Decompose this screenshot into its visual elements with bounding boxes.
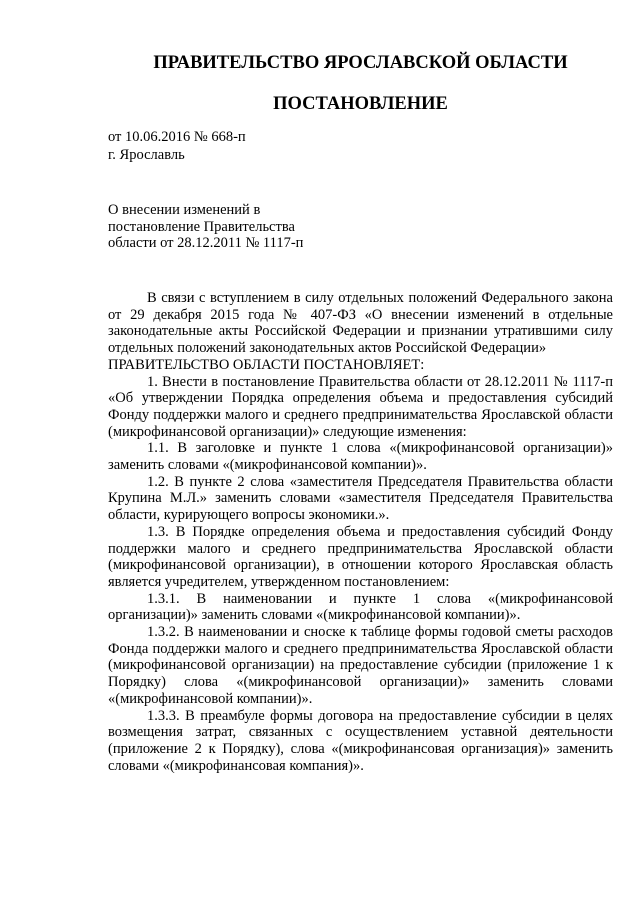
document-body xyxy=(108,290,613,774)
paragraph-1-3: 1.3. В Порядке определения объема и предоставления субсидий Фонду поддержки малого и среднего предпринимательства Ярославской области (микрофинансовой организации), в отношении которого Ярославская область является учредителем, утвержденном постановлением: xyxy=(108,523,613,590)
subject-line: О внесении изменений в xyxy=(108,202,261,218)
paragraph-1-3-2: 1.3.2. В наименовании и сноске к таблице формы годовой сметы расходов Фонда поддержки малого и среднего предпринимательства Ярославской области (микрофинансовой организации) на предоставление субсидии (приложение 1 к Порядку) слова «(микрофинансовой организации)» заменить словами «(микрофинансовой компании)». xyxy=(108,624,613,707)
subject-line: области от 28.12.2011 № 1117-п xyxy=(108,235,304,251)
document-type-title: ПОСТАНОВЛЕНИЕ xyxy=(273,94,448,114)
paragraph-1-3-3: 1.3.3. В преамбуле формы договора на предоставление субсидии в целях возмещения затрат, связанных с осуществлением уставной деятельности (приложение 2 к Порядку), слова «(микрофинансовая организация)» заменить словами «(микрофинансовая компания)». xyxy=(108,707,613,774)
document-org-title: ПРАВИТЕЛЬСТВО ЯРОСЛАВСКОЙ ОБЛАСТИ xyxy=(153,53,568,73)
paragraph-1-2: 1.2. В пункте 2 слова «заместителя Председателя Правительства области Крупина М.Л.» заменить словами «заместителя Председателя Правительства области, курирующего вопросы экономики.». xyxy=(108,473,613,524)
paragraph-1-3-1: 1.3.1. В наименовании и пункте 1 слова «(микрофинансовой организации)» заменить словами «(микрофинансовой компании)». xyxy=(108,590,613,624)
document-city: г. Ярославль xyxy=(108,146,185,163)
preamble-paragraph: В связи с вступлением в силу отдельных положений Федерального закона от 29 декабря 2015 года № 407-ФЗ «О внесении изменений в отдельные законодательные акты Российской Федерации и признании утратившими силу отдельных положений законодательных актов Российской Федерации» xyxy=(108,290,613,357)
paragraph-1-1: 1.1. В заголовке и пункте 1 слова «(микрофинансовой организации)» заменить словами «(микрофинансовой компании)». xyxy=(108,440,613,474)
document-subject xyxy=(108,202,303,252)
resolves-heading: ПРАВИТЕЛЬСТВО ОБЛАСТИ ПОСТАНОВЛЯЕТ: xyxy=(108,356,425,373)
document-date-number: от 10.06.2016 № 668-п xyxy=(108,129,246,145)
document-meta xyxy=(108,129,246,164)
subject-line: постановление Правительства xyxy=(108,218,295,235)
paragraph-1: 1. Внести в постановление Правительства области от 28.12.2011 № 1117-п «Об утверждении Порядка определения объема и предоставления субсидий Фонду поддержки малого и среднего предпринимательства Ярославской области (микрофинансовой организации)» следующие изменения: xyxy=(108,373,613,440)
